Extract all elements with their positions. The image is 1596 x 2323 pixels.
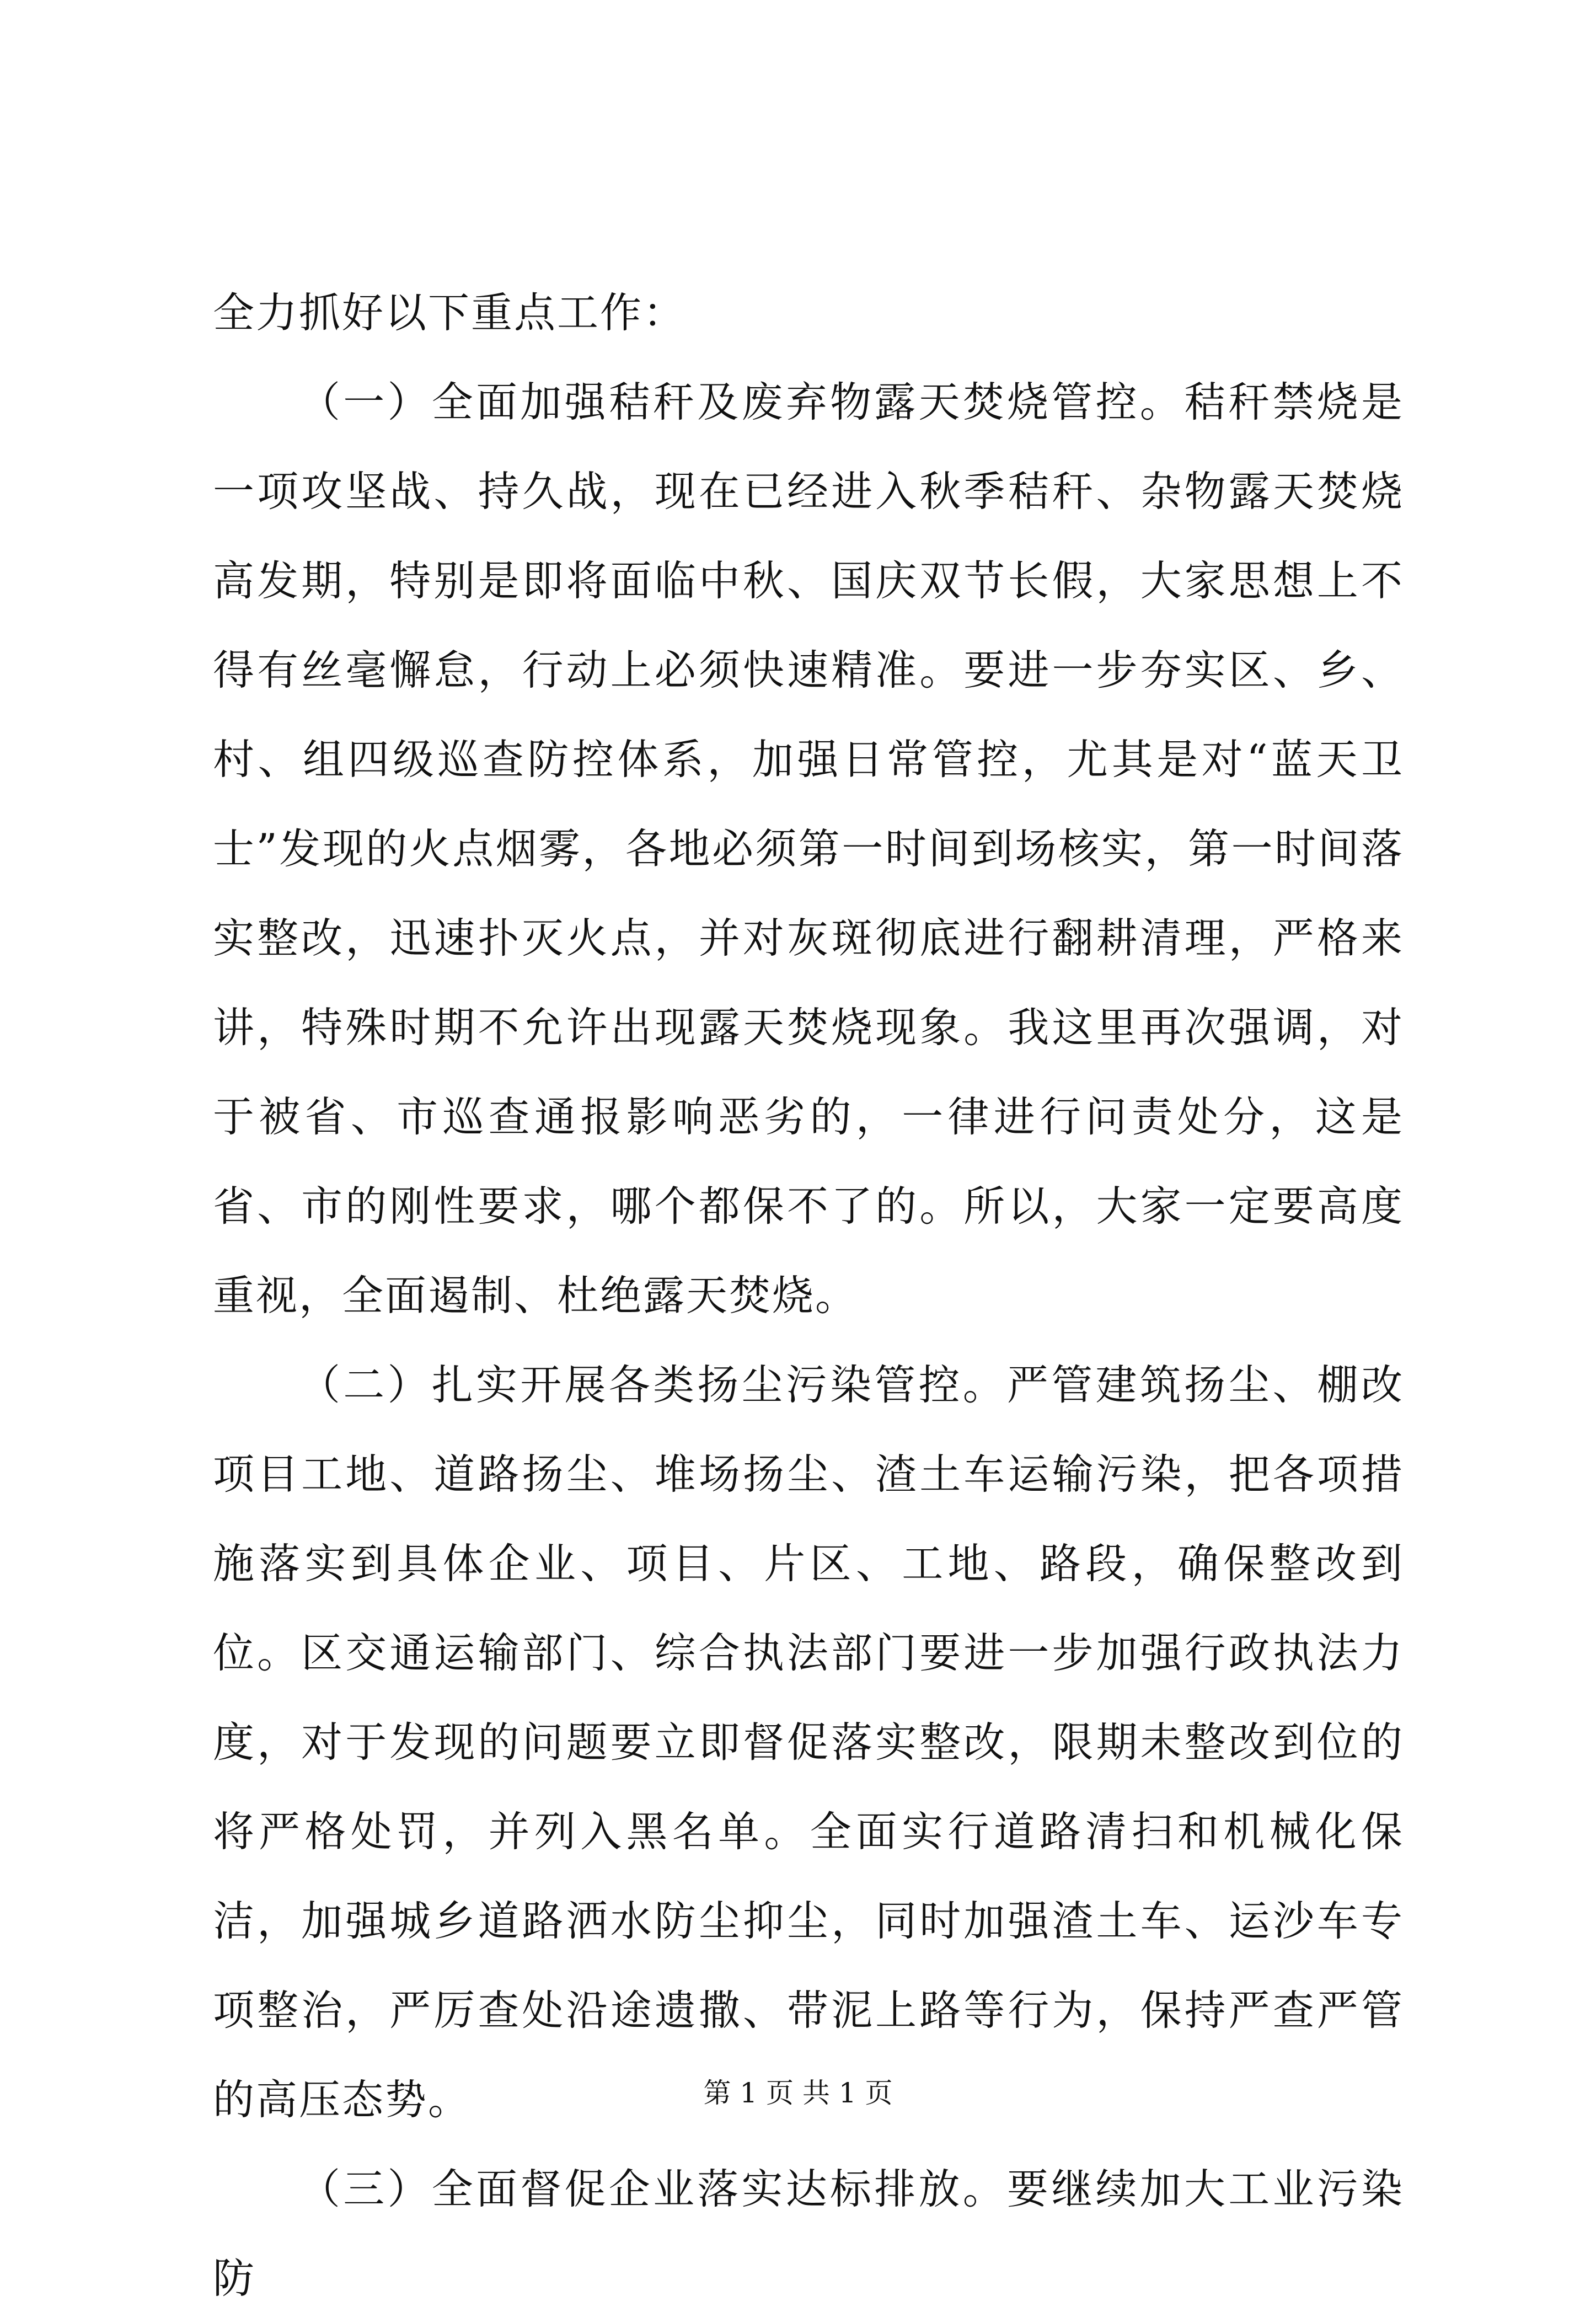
paragraph-continuation: 全力抓好以下重点工作： (213, 288, 687, 337)
paragraph-section-2: （二）扎实开展各类扬尘污染管控。严管建筑扬尘、棚改项目工地、道路扬尘、堆场扬尘、渣土车运输污染，把各项措施落实到具体企业、项目、片区、工地、路段，确保整改到位。区交通运输部门、综合执法部门要进一步加强行政执法力度，对于发现的问题要立即督促落实整改，限期未整改到位的将严格处罚，并列入黑名单。全面实行道路清扫和机械化保洁，加强城乡道路洒水防尘抑尘，同时加强渣土车、运沙车专项整治，严厉查处沿途遗撒、带泥上路等行为，保持严查严管的高压态势。 (213, 1361, 1404, 2124)
document-body (213, 268, 1404, 2323)
page-footer: 第 1 页 共 1 页 (703, 2077, 893, 2109)
paragraph-section-3: （三）全面督促企业落实达标排放。要继续加大工业污染防 (213, 2165, 1404, 2303)
paragraph-section-1: （一）全面加强秸秆及废弃物露天焚烧管控。秸秆禁烧是一项攻坚战、持久战，现在已经进入秋季秸秆、杂物露天焚烧高发期，特别是即将面临中秋、国庆双节长假，大家思想上不得有丝毫懈怠，行动上必须快速精准。要进一步夯实区、乡、村、组四级巡查防控体系，加强日常管控，尤其是对“蓝天卫士”发现的火点烟雾，各地必须第一时间到场核实，第一时间落实整改，迅速扑灭火点，并对灰斑彻底进行翻耕清理，严格来讲，特殊时期不允许出现露天焚烧现象。我这里再次强调，对于被省、市巡查通报影响恶劣的，一律进行问责处分，这是省、市的刚性要求，哪个都保不了的。所以，大家一定要高度重视，全面遏制、杜绝露天焚烧。 (213, 378, 1404, 1320)
